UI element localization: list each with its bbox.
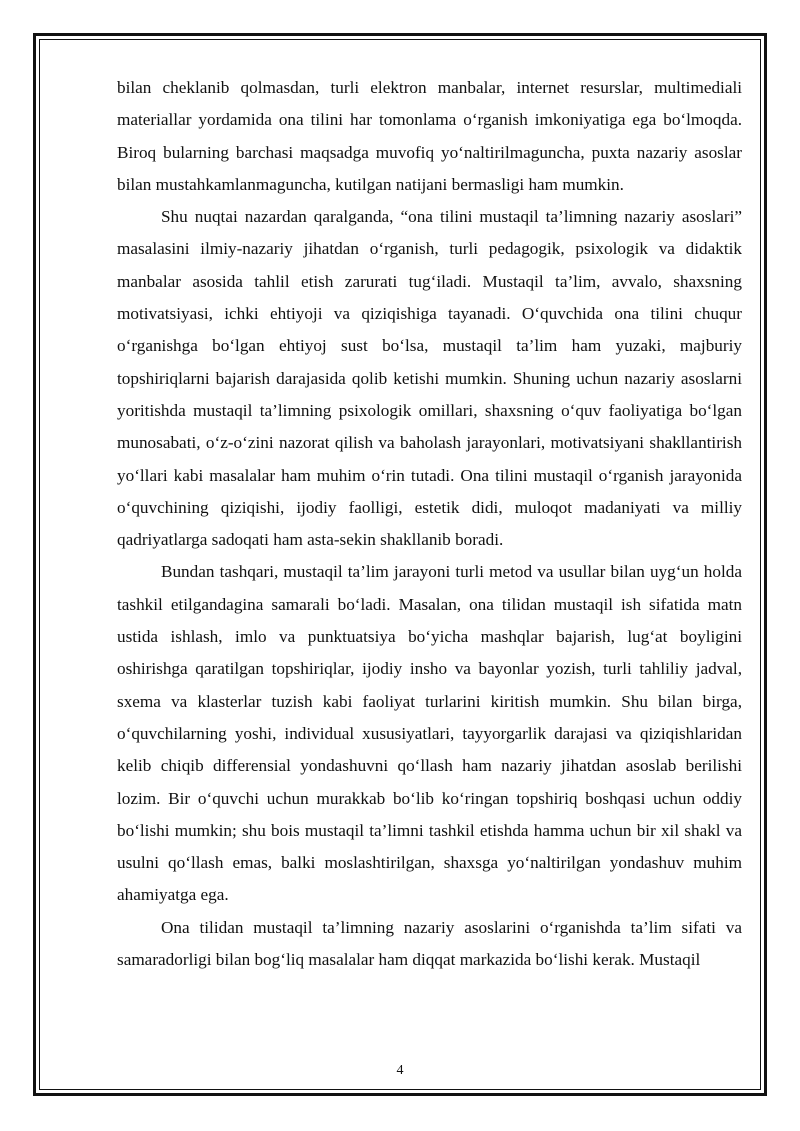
page-number: 4 [396, 1063, 404, 1078]
paragraph: Shu nuqtai nazardan qaralganda, “ona tilini mustaqil ta’limning nazariy asoslari” masalasini ilmiy-nazariy jihatdan o‘rganish, turli pedagogik, psixologik va didaktik manbalar asosida tahlil etish zarurati tug‘iladi. Mustaqil ta’lim, avvalo, shaxsning motivatsiyasi, ichki ehtiyoji va qiziqishiga tayanadi. O‘quvchida ona tilini chuqur o‘rganishga bo‘lgan ehtiyoj sust bo‘lsa, mustaqil ta’lim ham yuzaki, majburiy topshiriqlarni bajarish darajasida qolib ketishi mumkin. Shuning uchun nazariy asoslarni yoritishda mustaqil ta’limning psixologik omillari, shaxsning o‘quv faoliyatiga bo‘lgan munosabati, o‘z-o‘zini nazorat qilish va baholash jarayonlari, motivatsiyani shakllantirish yo‘llari kabi masalalar ham muhim o‘rin tutadi. Ona tilini mustaqil o‘rganish jarayonida o‘quvchining qiziqishi, ijodiy faolligi, estetik didi, muloqot madaniyati va milliy qadriyatlarga sadoqati ham asta-sekin shakllanib boradi. [117, 207, 742, 550]
paragraph: Bundan tashqari, mustaqil ta’lim jarayoni turli metod va usullar bilan uyg‘un holda tashkil etilgandagina samarali bo‘ladi. Masalan, ona tilidan mustaqil ish sifatida matn ustida ishlash, imlo va punktuatsiya bo‘yicha mashqlar bajarish, lug‘at boyligini oshirishga qaratilgan topshiriqlar, ijodiy insho va bayonlar yozish, turli tahliliy jadval, sxema va klasterlar tuzish kabi faoliyat turlarini kiritish mumkin. Shu bilan birga, o‘quvchilarning yoshi, individual xususiyatlari, tayyorgarlik darajasi va qiziqishlaridan kelib chiqib differensial yondashuvni qo‘llash ham nazariy jihatdan asoslab berilishi lozim. Bir o‘quvchi uchun murakkab bo‘lib ko‘ringan topshiriq boshqasi uchun oddiy bo‘lishi mumkin; shu bois mustaqil ta’limni tashkil etishda hamma uchun bir xil shakl va usulni qo‘llash emas, balki moslashtirilgan, shaxsga yo‘naltirilgan yondashuv muhim ahamiyatga ega. [117, 562, 742, 905]
paragraph-continuation: bilan cheklanib qolmasdan, turli elektron manbalar, internet resurslar, multimediali materiallar yordamida ona tilini har tomonlama o‘rganish imkoniyatiga ega bo‘lmoqda. Biroq bularning barchasi maqsadga muvofiq yo‘naltirilmaguncha, puxta nazariy asoslar bilan mustahkamlanmaguncha, kutilgan natijani bermasligi ham mumkin. [117, 78, 742, 194]
document-body [117, 72, 742, 976]
paragraph: Ona tilidan mustaqil ta’limning nazariy asoslarini o‘rganishda ta’lim sifati va samaradorligi bilan bog‘liq masalalar ham diqqat markazida bo‘lishi kerak. Mustaqil [117, 917, 742, 970]
